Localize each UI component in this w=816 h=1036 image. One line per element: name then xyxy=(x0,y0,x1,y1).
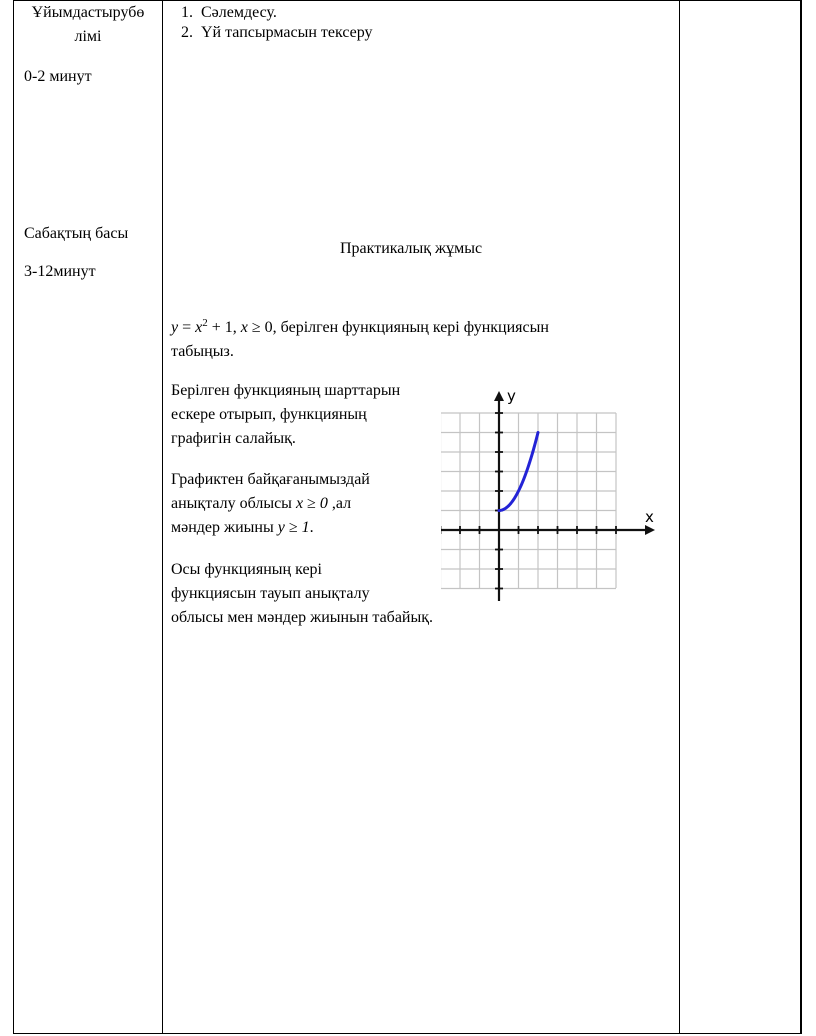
function-graph xyxy=(441,385,661,607)
para3-line: функциясын тауып анықталу xyxy=(171,585,370,602)
range-tail: . xyxy=(309,519,314,536)
formula-y: y xyxy=(171,319,179,336)
domain-text: анықталу облысы xyxy=(171,495,296,512)
range-math: y ≥ 1 xyxy=(277,519,310,536)
formula-x2: x xyxy=(240,319,248,336)
stage-column xyxy=(14,1,163,1034)
resources-column xyxy=(801,1,802,1034)
formula-rest: + 1, xyxy=(207,319,241,336)
domain-math: x ≥ 0 xyxy=(295,495,328,512)
graph-ticks xyxy=(441,413,616,589)
task-text: , берілген функцияның кері функциясын xyxy=(272,319,549,336)
stage-title-line1: Ұйымдастырубө xyxy=(31,4,145,21)
content-column xyxy=(163,1,680,1034)
practical-title: Практикалық жұмыс xyxy=(340,240,483,257)
intro-step: 2. Үй тапсырмасын тексеру xyxy=(197,23,373,43)
intro-step: 1. Сәлемдесу. xyxy=(197,3,373,23)
formula-cond: ≥ 0 xyxy=(247,319,273,336)
y-axis-label: y xyxy=(507,387,516,405)
graph-grid xyxy=(441,413,616,589)
formula-eq: = xyxy=(178,319,196,336)
stage-title-line2: лімі xyxy=(74,28,102,45)
para1-line: ескере отырып, функцияның xyxy=(171,406,367,423)
lesson-plan-table xyxy=(13,0,802,1034)
time-0-2: 0-2 минут xyxy=(24,68,92,85)
task-statement-line2: табыңыз. xyxy=(171,343,234,360)
para3-line: облысы мен мәндер жиынын табайық. xyxy=(171,609,434,626)
x-axis-label: x xyxy=(645,508,654,526)
para2-line1: Графиктен байқағанымыздай xyxy=(171,471,370,488)
para2-line3 xyxy=(171,516,314,540)
range-text: мәндер жиыны xyxy=(171,519,278,536)
lesson-start-label: Сабақтың басы xyxy=(24,225,129,242)
intro-steps-list xyxy=(171,3,373,43)
formula-x: x xyxy=(195,319,203,336)
para1-line: графигін салайық. xyxy=(171,430,296,447)
task-statement-line1 xyxy=(171,316,549,340)
time-3-12: 3-12минут xyxy=(24,263,96,280)
para1-line: Берілген функцияның шарттарын xyxy=(171,382,401,399)
para2-line2 xyxy=(171,492,351,516)
para3-line: Осы функцияның кері xyxy=(171,561,322,578)
x-axis-arrow xyxy=(645,525,655,535)
notes-column xyxy=(680,1,801,1034)
formula-exp: 2 xyxy=(202,317,208,329)
y-axis-arrow xyxy=(494,391,504,401)
domain-tail: ,ал xyxy=(327,495,352,512)
